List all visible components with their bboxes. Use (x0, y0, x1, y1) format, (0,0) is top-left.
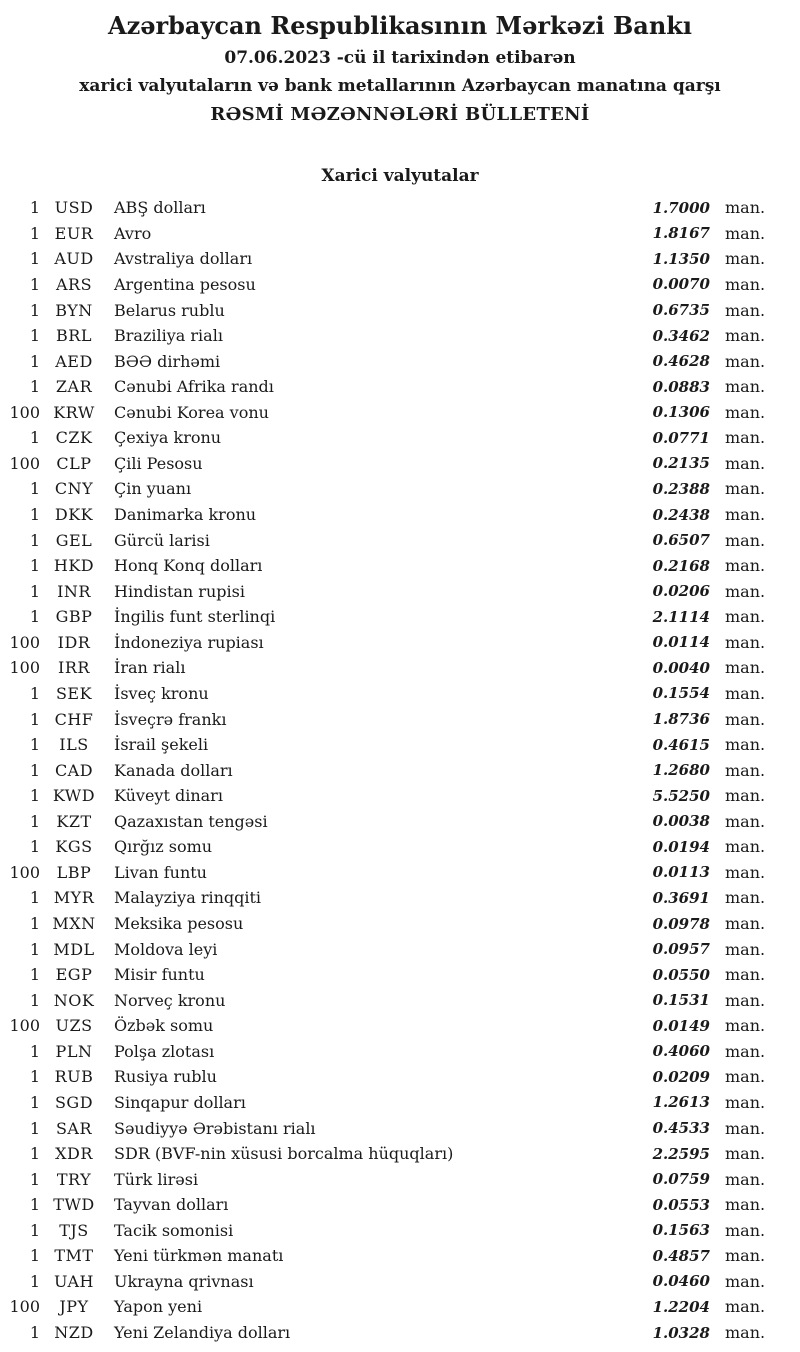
rate-qty: 1 (29, 530, 40, 550)
rate-qty: 1 (29, 351, 40, 371)
rate-row (0, 348, 770, 374)
rate-value: 0.2438 (652, 505, 710, 524)
rate-code: BRL (56, 326, 92, 346)
rate-unit: man. (725, 862, 766, 882)
rate-value: 0.2388 (652, 479, 710, 498)
rate-value: 0.1531 (652, 991, 710, 1010)
bank-title: Azərbaycan Respublikasının Mərkəzi Bankı (107, 11, 693, 40)
rate-unit: man. (725, 1092, 766, 1112)
rate-qty: 1 (29, 837, 40, 857)
rate-row (0, 323, 770, 349)
rate-qty: 1 (29, 556, 40, 576)
rate-unit: man. (725, 1271, 766, 1291)
rate-name: İsveç kronu (114, 683, 209, 703)
rate-value: 0.0553 (652, 1195, 710, 1214)
rate-value: 0.0460 (652, 1272, 710, 1291)
rate-unit: man. (725, 1016, 766, 1036)
rate-row (0, 1269, 770, 1295)
rate-unit: man. (725, 683, 766, 703)
rate-unit: man. (725, 632, 766, 652)
rate-value: 0.0149 (652, 1016, 710, 1035)
rate-code: CNY (54, 479, 94, 499)
rate-value: 1.0328 (652, 1323, 710, 1342)
rate-qty: 1 (29, 505, 40, 525)
rate-value: 1.2680 (652, 761, 710, 780)
rate-name: Braziliya rialı (114, 326, 223, 346)
rate-name: Yeni türkmən manatı (114, 1246, 284, 1266)
rate-name: Qırğız somu (114, 837, 213, 857)
rate-unit: man. (725, 428, 766, 448)
rate-name: Argentina pesosu (114, 274, 256, 294)
rate-row (0, 987, 770, 1013)
rate-name: Livan funtu (114, 862, 207, 882)
rate-qty: 1 (29, 274, 40, 294)
rate-qty: 1 (29, 326, 40, 346)
rate-qty: 1 (29, 428, 40, 448)
rate-name: Yeni Zelandiya dolları (114, 1323, 291, 1343)
rate-qty: 1 (29, 1041, 40, 1061)
rate-value: 0.4615 (652, 735, 710, 754)
rate-value: 1.1350 (652, 249, 710, 268)
rate-row (0, 962, 770, 988)
rate-row (0, 1243, 770, 1269)
rate-value: 0.3462 (652, 326, 710, 345)
rate-unit: man. (725, 326, 766, 346)
rate-value: 5.5250 (652, 786, 710, 805)
rate-row (0, 1141, 770, 1167)
rate-qty: 100 (9, 1016, 40, 1036)
rate-row (0, 1192, 770, 1218)
rate-unit: man. (725, 939, 766, 959)
rate-value: 0.4533 (652, 1119, 710, 1138)
rate-value: 0.2135 (652, 454, 710, 473)
rate-code: KGS (55, 837, 93, 857)
rate-row (0, 425, 770, 451)
rate-value: 0.4857 (652, 1246, 710, 1265)
rate-unit: man. (725, 658, 766, 678)
rate-value: 0.0113 (652, 863, 710, 882)
rate-code: XDR (55, 1144, 93, 1164)
rate-code: RUB (54, 1067, 94, 1087)
rate-row (0, 630, 770, 656)
rate-row (0, 451, 770, 477)
rate-code: MYR (53, 888, 95, 908)
rate-name: Türk lirəsi (114, 1169, 199, 1189)
rate-name: Özbək somu (114, 1016, 214, 1036)
rate-qty: 1 (29, 965, 40, 985)
rate-unit: man. (725, 556, 766, 576)
rate-unit: man. (725, 198, 766, 218)
rate-value: 0.0978 (652, 914, 710, 933)
bulletin-title: RƏSMİ MƏZƏNNƏLƏRİ BÜLLETENİ (210, 104, 590, 125)
rate-qty: 1 (29, 1092, 40, 1112)
rate-unit: man. (725, 530, 766, 550)
rate-row (0, 527, 770, 553)
rate-unit: man. (725, 249, 766, 269)
rate-value: 0.1306 (652, 403, 710, 422)
rate-qty: 1 (29, 735, 40, 755)
rate-code: EGP (55, 965, 93, 985)
rate-row (0, 1166, 770, 1192)
rate-name: Avstraliya dolları (114, 249, 253, 269)
rate-qty: 1 (29, 709, 40, 729)
rate-row (0, 553, 770, 579)
rate-qty: 100 (9, 402, 40, 422)
rate-name: Rusiya rublu (114, 1067, 217, 1087)
rate-unit: man. (725, 1323, 766, 1343)
rate-name: Cənubi Afrika randı (114, 377, 274, 397)
section-title-foreign-currencies: Xarici valyutalar (321, 166, 479, 186)
rate-code: KRW (53, 402, 95, 422)
rate-value: 0.0771 (652, 428, 710, 447)
rate-row (0, 1218, 770, 1244)
rate-value: 0.0550 (652, 965, 710, 984)
rate-code: TRY (56, 1169, 92, 1189)
rate-row (0, 476, 770, 502)
rate-row (0, 604, 770, 630)
rate-unit: man. (725, 274, 766, 294)
rate-qty: 1 (29, 786, 40, 806)
rate-value: 0.0114 (652, 633, 710, 652)
rate-name: Kanada dolları (114, 760, 233, 780)
rate-row (0, 885, 770, 911)
rate-code: CAD (54, 760, 94, 780)
rate-code: HKD (53, 556, 95, 576)
rate-unit: man. (725, 479, 766, 499)
rate-row (0, 732, 770, 758)
rate-unit: man. (725, 453, 766, 473)
rate-qty: 1 (29, 1118, 40, 1138)
rate-name: Çexiya kronu (114, 428, 222, 448)
rate-qty: 1 (29, 1195, 40, 1215)
rate-row (0, 195, 770, 221)
rate-code: MDL (53, 939, 95, 959)
rate-row (0, 400, 770, 426)
rate-unit: man. (725, 837, 766, 857)
rate-name: Misir funtu (114, 965, 205, 985)
rate-unit: man. (725, 1144, 766, 1164)
rate-code: BYN (55, 300, 93, 320)
rate-code: INR (57, 581, 91, 601)
rate-name: Hindistan rupisi (114, 581, 245, 601)
rate-qty: 1 (29, 249, 40, 269)
rate-row (0, 502, 770, 528)
rate-code: LBP (56, 862, 92, 882)
rate-value: 0.0209 (652, 1067, 710, 1086)
rate-qty: 1 (29, 198, 40, 218)
rate-qty: 1 (29, 990, 40, 1010)
rate-qty: 1 (29, 1246, 40, 1266)
rate-unit: man. (725, 914, 766, 934)
bulletin-subtitle: xarici valyutaların və bank metallarının Azərbaycan manatına qarşı (79, 76, 721, 96)
rate-row (0, 911, 770, 937)
rate-qty: 100 (9, 658, 40, 678)
rate-value: 0.0194 (652, 837, 710, 856)
rate-code: KWD (52, 786, 96, 806)
rate-name: Belarus rublu (114, 300, 225, 320)
rate-value: 0.0070 (652, 275, 710, 294)
rate-qty: 1 (29, 377, 40, 397)
rate-row (0, 783, 770, 809)
rate-unit: man. (725, 505, 766, 525)
rate-name: İsveçrə frankı (114, 709, 227, 729)
rate-row (0, 681, 770, 707)
rate-qty: 100 (9, 632, 40, 652)
rate-name: Malayziya rinqqiti (114, 888, 262, 908)
rate-name: Polşa zlotası (114, 1041, 215, 1061)
rate-name: İsrail şekeli (114, 735, 209, 755)
rate-unit: man. (725, 1246, 766, 1266)
rate-value: 2.1114 (652, 607, 710, 626)
rate-name: Küveyt dinarı (114, 786, 223, 806)
rate-row (0, 936, 770, 962)
rate-code: IRR (58, 658, 90, 678)
rate-value: 0.0957 (652, 940, 710, 959)
rate-code: PLN (55, 1041, 93, 1061)
rates-table (0, 195, 770, 1345)
rate-code: TWD (53, 1195, 95, 1215)
rate-qty: 100 (9, 453, 40, 473)
rate-unit: man. (725, 377, 766, 397)
rate-qty: 1 (29, 1169, 40, 1189)
rate-name: Tacik somonisi (114, 1220, 234, 1240)
rate-value: 0.3691 (652, 888, 710, 907)
rate-unit: man. (725, 760, 766, 780)
rate-unit: man. (725, 1118, 766, 1138)
rate-unit: man. (725, 351, 766, 371)
rate-code: EUR (54, 223, 94, 243)
rate-value: 0.4628 (652, 352, 710, 371)
rate-row (0, 1320, 770, 1346)
rate-row (0, 1090, 770, 1116)
rate-row (0, 246, 770, 272)
rate-unit: man. (725, 990, 766, 1010)
rate-code: UAH (54, 1271, 94, 1291)
rate-name: Çili Pesosu (114, 453, 203, 473)
rate-value: 1.7000 (652, 198, 710, 217)
rate-row (0, 297, 770, 323)
rate-name: SDR (BVF-nin xüsusi borcalma hüquqları) (114, 1144, 454, 1164)
rate-name: Danimarka kronu (114, 505, 257, 525)
rate-code: CLP (56, 453, 92, 473)
rate-name: Səudiyyə Ərəbistanı rialı (114, 1118, 316, 1138)
rate-unit: man. (725, 965, 766, 985)
rate-unit: man. (725, 888, 766, 908)
rate-unit: man. (725, 581, 766, 601)
effective-date-line: 07.06.2023 -cü il tarixindən etibarən (224, 48, 576, 68)
rate-name: Avro (114, 223, 152, 243)
rate-unit: man. (725, 300, 766, 320)
rate-unit: man. (725, 709, 766, 729)
rate-qty: 1 (29, 581, 40, 601)
rate-name: BƏƏ dirhəmi (114, 351, 221, 371)
rate-name: İran rialı (114, 658, 186, 678)
rate-name: İngilis funt sterlinqi (114, 607, 276, 627)
rate-code: ZAR (55, 377, 93, 397)
rate-qty: 1 (29, 223, 40, 243)
rate-unit: man. (725, 786, 766, 806)
rate-name: Ukrayna qrivnası (114, 1271, 254, 1291)
rate-unit: man. (725, 223, 766, 243)
rate-code: MXN (52, 914, 96, 934)
rate-qty: 100 (9, 862, 40, 882)
rate-code: AED (55, 351, 93, 371)
rate-value: 1.2204 (652, 1297, 710, 1316)
rate-unit: man. (725, 1067, 766, 1087)
rate-name: Honq Konq dolları (114, 556, 263, 576)
rate-code: KZT (56, 811, 92, 831)
rate-value: 0.1554 (652, 684, 710, 703)
rate-qty: 1 (29, 1220, 40, 1240)
rate-unit: man. (725, 1041, 766, 1061)
rate-row (0, 809, 770, 835)
rate-unit: man. (725, 1195, 766, 1215)
rate-row (0, 1064, 770, 1090)
rate-unit: man. (725, 402, 766, 422)
rate-code: CZK (55, 428, 93, 448)
rate-row (0, 1013, 770, 1039)
rate-code: TMT (54, 1246, 94, 1266)
rate-code: NOK (53, 990, 95, 1010)
rate-qty: 100 (9, 1297, 40, 1317)
rate-value: 1.8167 (652, 224, 710, 243)
rate-name: Norveç kronu (114, 990, 226, 1010)
rate-row (0, 1115, 770, 1141)
rate-row (0, 578, 770, 604)
rate-name: İndoneziya rupiası (114, 632, 264, 652)
rate-qty: 1 (29, 300, 40, 320)
rate-qty: 1 (29, 1271, 40, 1291)
rate-value: 0.1563 (652, 1221, 710, 1240)
rate-code: NZD (54, 1323, 94, 1343)
rate-qty: 1 (29, 479, 40, 499)
rate-name: Cənubi Korea vonu (114, 402, 269, 422)
rate-value: 0.6507 (652, 531, 710, 550)
rate-unit: man. (725, 811, 766, 831)
rate-code: GBP (55, 607, 93, 627)
rate-row (0, 221, 770, 247)
rate-unit: man. (725, 607, 766, 627)
rate-name: Meksika pesosu (114, 914, 244, 934)
rate-code: AUD (54, 249, 94, 269)
rate-name: Çin yuanı (114, 479, 192, 499)
rate-qty: 1 (29, 1323, 40, 1343)
rate-code: SAR (55, 1118, 93, 1138)
rate-unit: man. (725, 735, 766, 755)
rate-value: 0.0040 (652, 658, 710, 677)
rate-value: 0.2168 (652, 556, 710, 575)
rate-row (0, 272, 770, 298)
rate-name: Gürcü larisi (114, 530, 210, 550)
rate-row (0, 1039, 770, 1065)
rate-row (0, 374, 770, 400)
rate-code: IDR (57, 632, 91, 652)
rate-name: ABŞ dolları (114, 198, 206, 218)
rate-qty: 1 (29, 914, 40, 934)
rate-qty: 1 (29, 888, 40, 908)
rate-unit: man. (725, 1297, 766, 1317)
rate-unit: man. (725, 1169, 766, 1189)
rate-row (0, 860, 770, 886)
rate-value: 0.0038 (652, 812, 710, 831)
rate-value: 2.2595 (652, 1144, 710, 1163)
rate-unit: man. (725, 1220, 766, 1240)
rate-code: JPY (59, 1297, 89, 1317)
rate-qty: 1 (29, 1144, 40, 1164)
rate-code: ARS (55, 274, 93, 294)
rate-qty: 1 (29, 683, 40, 703)
rate-code: UZS (55, 1016, 93, 1036)
rate-name: Qazaxıstan tengəsi (114, 811, 268, 831)
rate-row (0, 757, 770, 783)
rate-value: 1.2613 (652, 1093, 710, 1112)
rate-value: 0.4060 (652, 1042, 710, 1061)
rate-code: CHF (54, 709, 94, 729)
rate-qty: 1 (29, 760, 40, 780)
rate-value: 0.0759 (652, 1170, 710, 1189)
rate-row (0, 1294, 770, 1320)
rate-code: DKK (54, 505, 94, 525)
rate-row (0, 834, 770, 860)
rate-value: 1.8736 (652, 710, 710, 729)
rate-name: Tayvan dolları (114, 1195, 229, 1215)
rate-row (0, 706, 770, 732)
rate-code: SEK (55, 683, 93, 703)
rate-name: Sinqapur dolları (114, 1092, 246, 1112)
rate-qty: 1 (29, 607, 40, 627)
rate-code: GEL (55, 530, 93, 550)
rate-code: SGD (54, 1092, 94, 1112)
rate-value: 0.0883 (652, 377, 710, 396)
rate-qty: 1 (29, 1067, 40, 1087)
rate-code: USD (54, 198, 94, 218)
rate-qty: 1 (29, 811, 40, 831)
rate-qty: 1 (29, 939, 40, 959)
rate-code: TJS (59, 1220, 89, 1240)
rate-name: Yapon yeni (114, 1297, 203, 1317)
rate-name: Moldova leyi (114, 939, 218, 959)
rate-value: 0.0206 (652, 582, 710, 601)
rate-code: ILS (59, 735, 89, 755)
rate-value: 0.6735 (652, 301, 710, 320)
rate-row (0, 655, 770, 681)
